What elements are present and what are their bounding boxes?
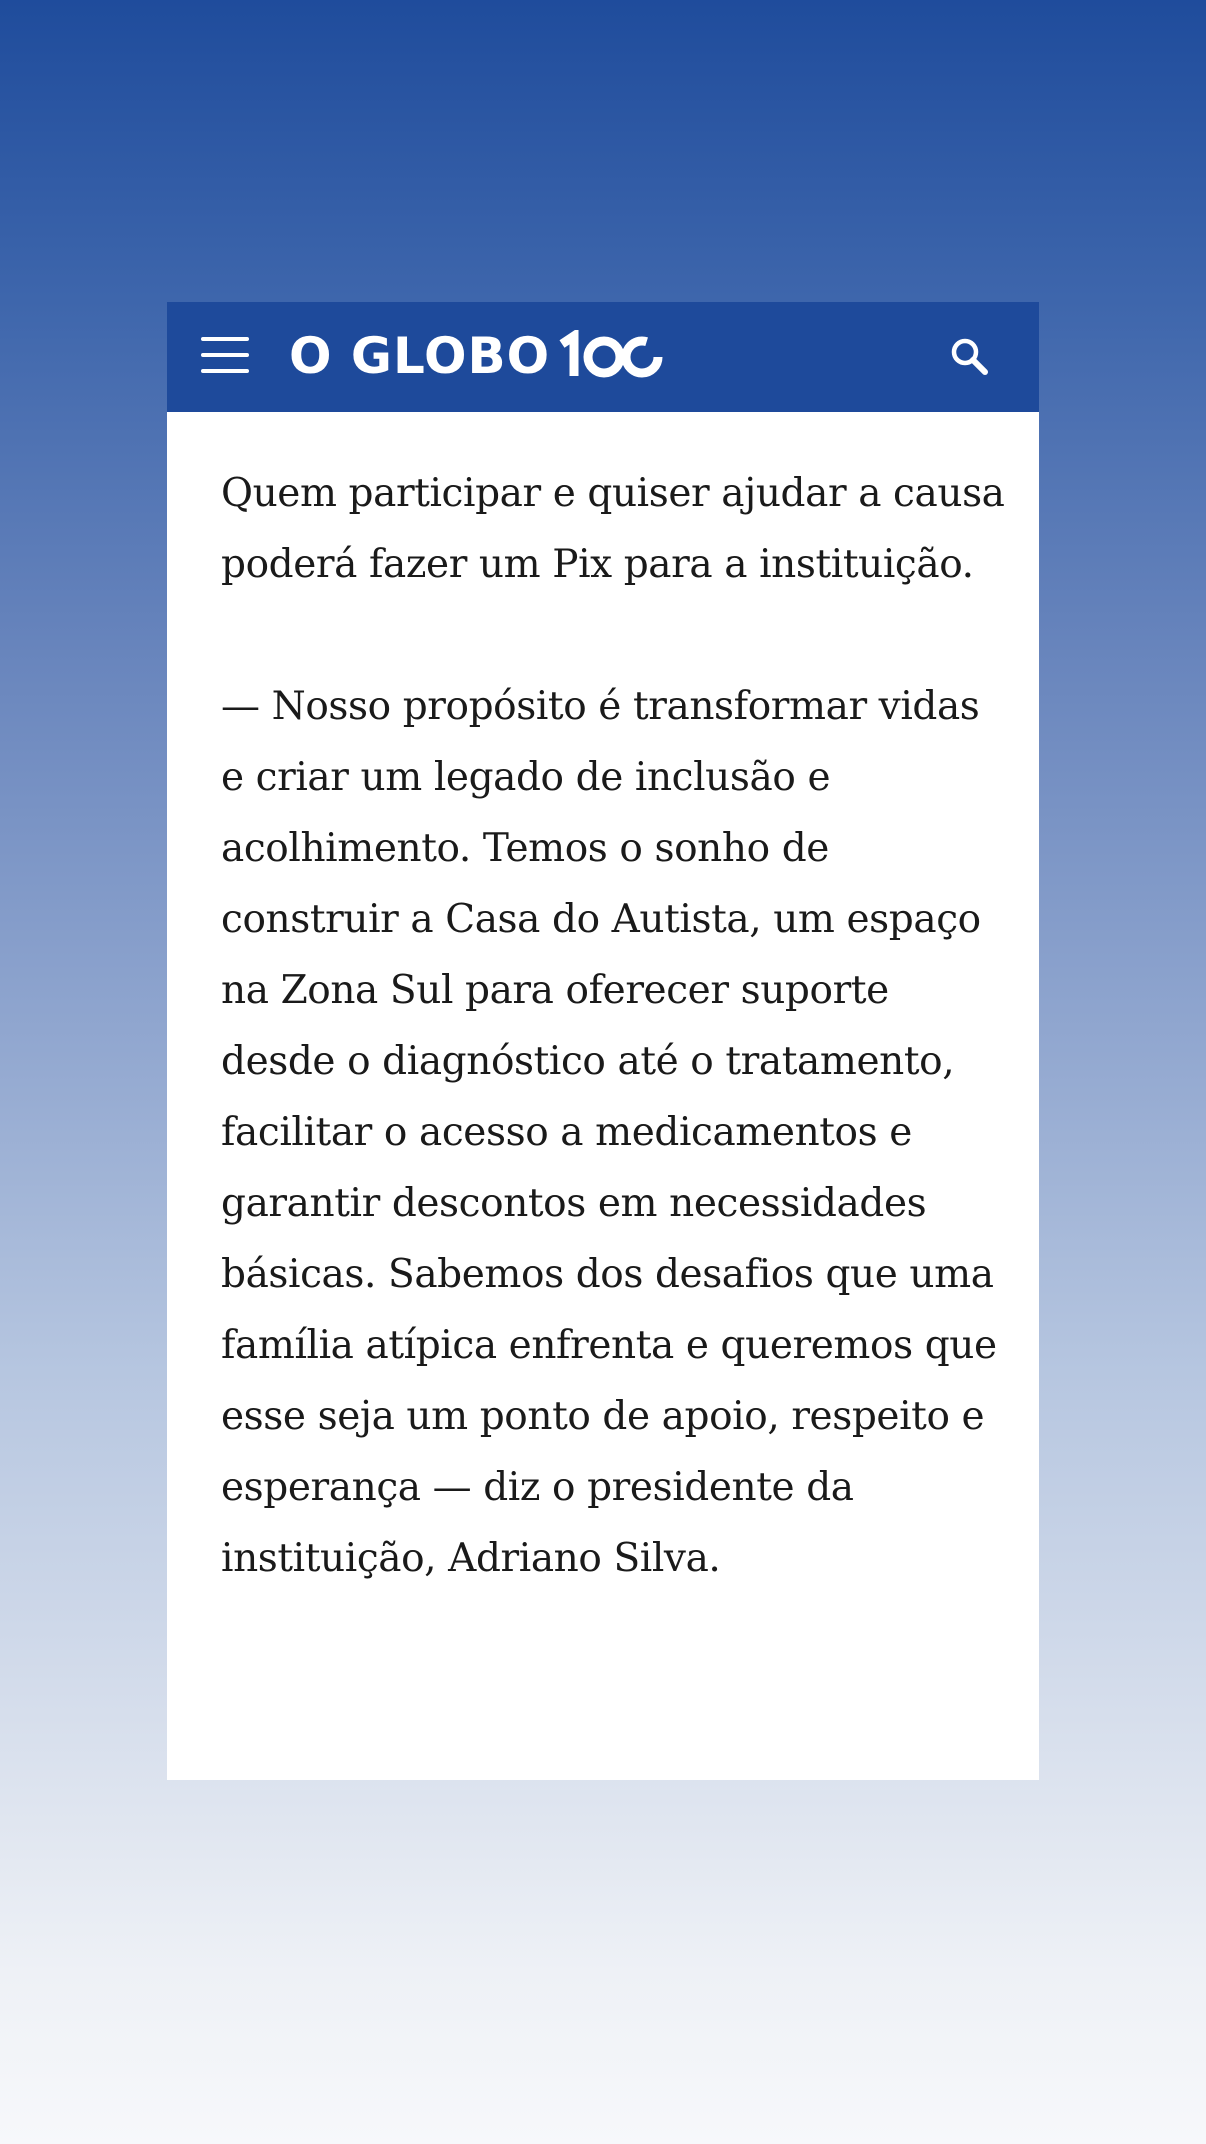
logo-text: O GLOBO [289, 327, 551, 385]
top-navigation-bar [167, 302, 1039, 412]
article-body [221, 458, 1011, 1594]
centenary-100-badge [558, 330, 668, 382]
site-logo[interactable] [289, 326, 668, 386]
article-card [167, 302, 1039, 1780]
article-paragraph: Quem participar e quiser ajudar a causa poderá fazer um Pix para a instituição. [221, 471, 1005, 587]
search-icon[interactable] [947, 334, 993, 380]
article-paragraph-quote: — Nosso propósito é transformar vidas e criar um legado de inclusão e acolhimento. Temos o sonho de construir a Casa do Autista, um espaço na Zona Sul para oferecer suporte desde o diagnóstico até o tratamento, facilitar o acesso a medicamentos e garantir descontos em necessidades básicas. Sabemos dos desafios que uma família atípica enfrenta e queremos que esse seja um ponto de apoio, respeito e esperança — diz o presidente da instituição, Adriano Silva. [221, 684, 997, 1581]
hamburger-menu-icon[interactable] [201, 332, 251, 382]
